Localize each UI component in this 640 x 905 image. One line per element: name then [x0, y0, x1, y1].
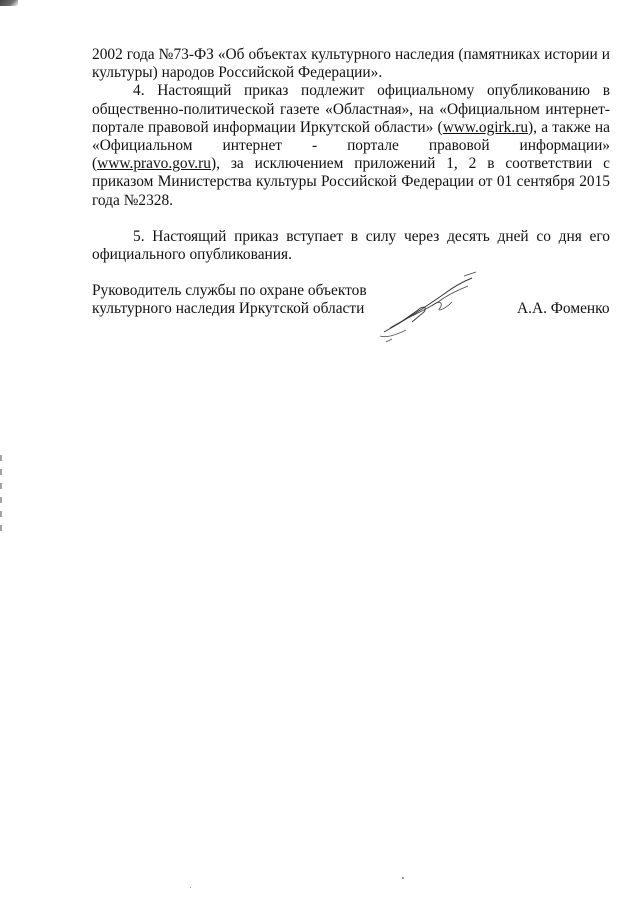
- paragraph-gap: [92, 210, 610, 228]
- handwritten-signature: [372, 266, 484, 346]
- paragraph-effective-date: 5. Настоящий приказ вступает в силу через десять дней со дня его официального опубликования.: [92, 227, 610, 264]
- publication-text-a: 4. Настоящий приказ подлежит официальному опубликованию в общественно-политической газете «Областная», на «Официальном интернет-портале правовой информации Иркутской области» (: [92, 82, 610, 136]
- pravo-link[interactable]: www.pravo.gov.ru: [97, 155, 211, 173]
- scan-speck: [190, 887, 191, 888]
- signatory-name: А.А. Фоменко: [517, 300, 610, 317]
- publication-text-c: ), за исключением приложений 1, 2 в соответствии с приказом Министерства культуры Российской Федерации от 01 сентября 2015 года №2328.: [92, 155, 610, 209]
- scan-speck: [402, 877, 404, 879]
- signatory-position-line1: Руководитель службы по охране объектов: [92, 282, 367, 299]
- law-reference-line2: культуры) народов Российской Федерации».: [92, 64, 383, 82]
- document-body: [92, 46, 610, 264]
- paragraph-law-reference: [92, 46, 610, 82]
- signatory-position-line2: культурного наследия Иркутской области: [92, 300, 365, 318]
- ogirk-link[interactable]: www.ogirk.ru: [442, 118, 529, 136]
- scan-edge-mark: [0, 455, 2, 535]
- paragraph-publication: [92, 82, 610, 209]
- scan-corner-mark: [0, 0, 18, 6]
- publication-text-b: ), а также на «Официальном интернет - портале правовой информации» (: [92, 118, 610, 173]
- law-reference-line1: 2002 года №73-ФЗ «Об объектах культурного наследия (памятниках истории и: [92, 46, 610, 63]
- signatory-position: [92, 282, 367, 319]
